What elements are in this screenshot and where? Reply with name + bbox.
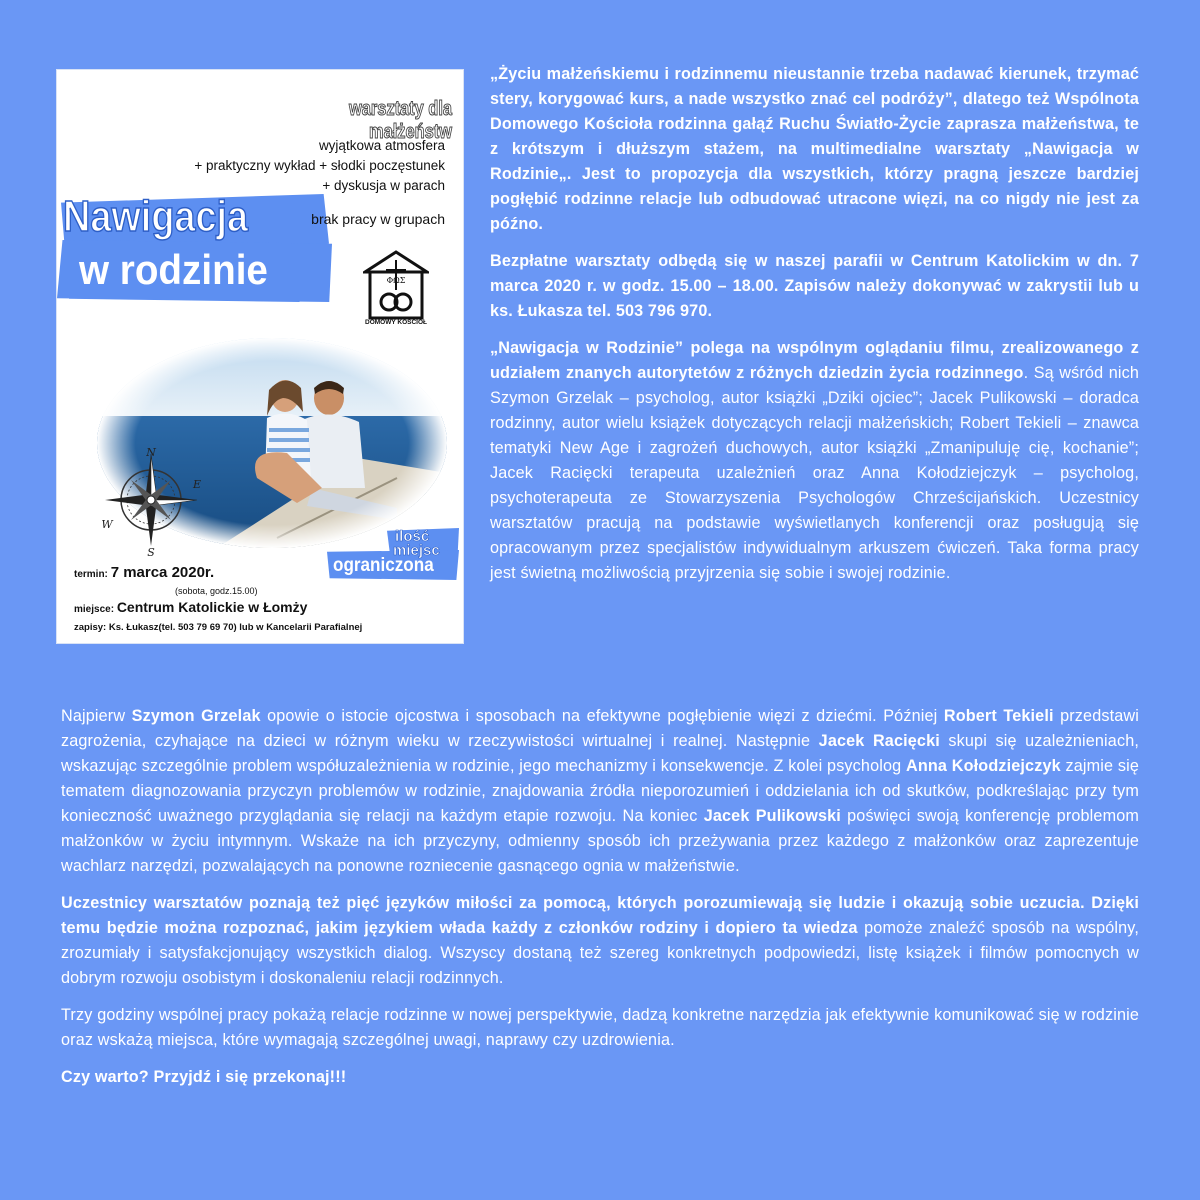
compass-n: N: [146, 448, 156, 459]
limited-line1: ilość: [395, 528, 430, 545]
poster-feature-lecture: + praktyczny wykład + słodki poczęstunek: [194, 158, 445, 173]
p4-text-e: przedstawi zagrożenia, czyhające na dzieci w różnym wieku w rzeczywistości wirtualnej i realnej. Następnie: [61, 707, 1139, 750]
compass-w: W: [101, 518, 113, 531]
place-value: Centrum Katolickie w Łomży: [116, 599, 308, 615]
p4-text-c: opowie o istocie ojcostwa i sposobach na efektywne pogłębienie więzi z dziećmi. Później: [260, 707, 944, 725]
intro-p3-bold: „Nawigacja w Rodzinie” polega na wspólnym oglądaniu filmu, zrealizowanego z udziałem znanych autorytetów z różnych dziedzin życia rodzinnego: [490, 339, 1139, 382]
speaker-jacek-pulikowski: Jacek Pulikowski: [703, 807, 841, 825]
intro-paragraph-2: Bezpłatne warsztaty odbędą się w naszej parafii w Centrum Katolickim w dn. 7 marca 2020 r. w godz. 15.00 – 18.00. Zapisów należy dokonywać w zakrystii lub u ks. Łukasza tel. 503 796 970.: [490, 252, 1139, 320]
place-label: miejsce:: [74, 604, 115, 615]
workshop-poster: [57, 70, 463, 643]
intro-paragraph-3: [490, 336, 1139, 586]
poster-date: [74, 564, 214, 581]
poster-feature-no-groups: brak pracy w grupach: [311, 211, 445, 227]
p4-text-i: zajmie się tematem diagnozowania przyczyn problemów w rodzinie, znajdowania źródła nieporozumień i oddzielania ich od skutków, podkreślając przy tym konieczność uważnego przyglądania się relacji na każdym etapie rozwoju. Na koniec: [61, 757, 1139, 825]
poster-title-line1: Nawigacja: [63, 192, 249, 241]
compass-s: S: [147, 546, 155, 559]
p4-text-k: poświęci swoją konferencję problemom małżonków w życiu intymnym. Wskaże na ich przyczyny, odmienny sposób ich przeżywania przez każdego z małżonków oraz zaprezentuje wachlarz narzędzi, pozwalających na ponowne rozniecenie gasnącego ognia w małżeństwie.: [61, 807, 1139, 875]
p5-rest: pomoże znaleźć sposób na wspólny, zrozumiały i satysfakcjonujący wszystkich dialog. Wszyscy dostaną też szereg konkretnych podpowiedzi, listę książek i filmów pomocnych w dobrym rozwoju osobistym i doskonaleniu relacji rodzinnych.: [61, 919, 1139, 987]
compass-rose-icon: [101, 448, 201, 560]
poster-feature-atmosphere: wyjątkowa atmosfera: [318, 138, 445, 153]
speaker-anna-kolodziejczyk: Anna Kołodziejczyk: [905, 757, 1061, 775]
body-column: [61, 704, 1139, 1090]
speaker-robert-tekieli: Robert Tekieli: [943, 707, 1054, 725]
date-subtext: (sobota, godz.15.00): [175, 586, 258, 596]
poster-feature-discussion: + dyskusja w parach: [322, 178, 445, 193]
intro-paragraph-1: „Życiu małżeńskiemu i rodzinnemu nieustannie trzeba nadawać kierunek, trzymać stery, korygować kurs, a nade wszystko znać cel podróży”, dlatego też Wspólnota Domowego Kościoła rodzinna gałąź Ruchu Światło-Życie zaprasza małżeństwa, te z krótszym i dłuższym stażem, na multimedialne warsztaty „Nawigacja w Rodzinie„. Jest to propozycja dla wszystkich, którzy pragną jeszcze bardziej pogłębić rodzinne relacje lub odbudować utracone więzi, na co nigdy nie jest za późno.: [490, 65, 1139, 233]
compass-e: E: [192, 478, 201, 491]
body-paragraph-love-languages: [61, 891, 1139, 991]
speaker-szymon-grzelak: Szymon Grzelak: [131, 707, 261, 725]
intro-p3-rest: . Są wśród nich Szymon Grzelak – psycholog, autor książki „Dziki ojciec”; Jacek Pulikowski – doradca rodzinny, autor wielu książek dotyczących relacji małżeńskich; Robert Tekieli – znawca tematyki New Age i zagrożeń duchowych, autor książki „Zmanipuluję cię, kochanie”; Jacek Racięcki terapeuta uzależnień oraz Anna Kołodziejczyk – psycholog, psychoterapeuta ze Stowarzyszenia Psychologów Chrześcijańskich. Uczestnicy warsztatów pracują na podstawie wyświetlanych konferencji oraz posługują się opracowanym przez specjalistów indywidualnym arkuszem ćwiczeń. Taka forma pracy jest świetną możliwością przyjrzenia się sobie i swojej rodzinie.: [490, 364, 1139, 582]
logo-caption: DOMOWY KOŚCIÓŁ: [365, 319, 427, 326]
logo-letters: ΦΩΣ: [386, 276, 406, 285]
body-paragraph-speakers: [61, 704, 1139, 879]
poster-subtitle: warsztaty dla małżeństw: [349, 98, 452, 143]
limited-line2: miejsc: [393, 542, 440, 559]
call-to-action: Czy warto? Przyjdź i się przekonaj!!!: [61, 1068, 347, 1086]
date-value: 7 marca 2020r.: [110, 564, 215, 581]
p5-bold: Uczestnicy warsztatów poznają też pięć języków miłości za pomocą, których porozumiewają się ludzie i okazują sobie uczucia. Dzięki temu będzie można rozpoznać, jakim językiem włada każdy z członków rodziny i dopiero ta wiedza: [61, 894, 1139, 937]
p4-text-g: skupi się uzależnieniach, wskazując szczególnie problem współuzależnienia w rodzinie, jego mechanizmy i konsekwencje. Z kolei psycholog: [61, 732, 1139, 775]
limited-seats-badge: [327, 528, 459, 598]
poster-signup: zapisy: Ks. Łukasz(tel. 503 79 69 70) lub w Kancelarii Parafialnej: [74, 622, 363, 633]
poster-title-line2: w rodzinie: [79, 246, 268, 293]
limited-line3: ograniczona: [333, 555, 434, 576]
speaker-jacek-raciecki: Jacek Racięcki: [818, 732, 940, 750]
p4-text-a: Najpierw: [61, 707, 132, 725]
intro-column: [490, 62, 1139, 586]
poster-place: [74, 599, 307, 615]
body-paragraph-summary: Trzy godziny wspólnej pracy pokażą relacje rodzinne w nowej perspektywie, dadzą konkretne narzędzia jak efektywnie komunikować się w rodzinie oraz wskażą miejsca, które wymagają szczególnej uwagi, naprawy czy uzdrowienia.: [61, 1006, 1139, 1049]
date-label: termin:: [74, 569, 108, 580]
